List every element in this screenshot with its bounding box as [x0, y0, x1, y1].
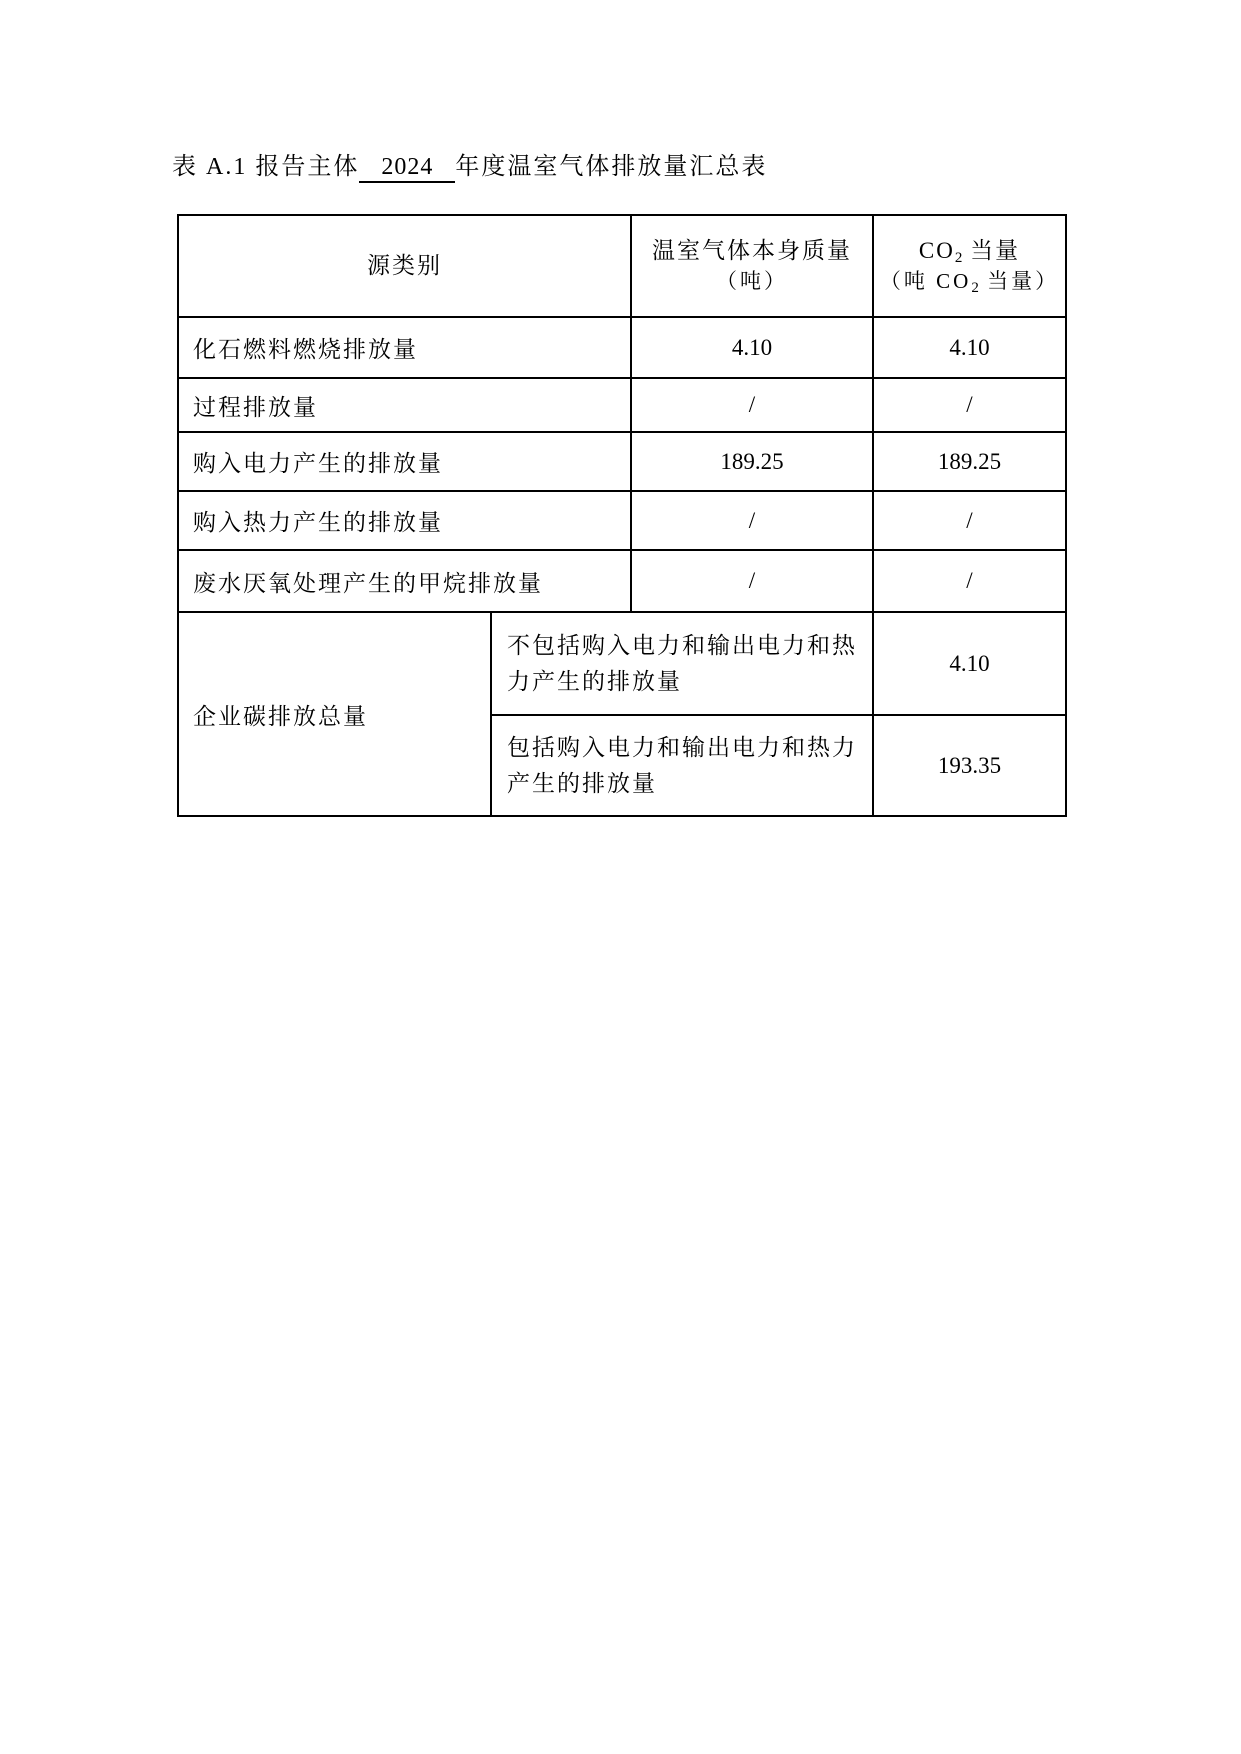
- table-row-total-excluding: [178, 612, 1066, 715]
- row-co2e-value: /: [873, 378, 1066, 432]
- table-row-fossil-fuel: [178, 317, 1066, 378]
- row-mass-value: /: [631, 491, 873, 550]
- row-mass-value: 4.10: [631, 317, 873, 378]
- row-label: 购入电力产生的排放量: [178, 432, 631, 491]
- table-title: [172, 146, 767, 183]
- row-label: 废水厌氧处理产生的甲烷排放量: [178, 550, 631, 612]
- row-co2e-value: 4.10: [873, 317, 1066, 378]
- table-title-prefix: 表 A.1 报告主体: [172, 154, 360, 180]
- co2-equivalent-text: 当量: [962, 238, 1021, 264]
- header-source-category: [178, 215, 631, 317]
- total-label-cell: 企业碳排放总量: [178, 612, 491, 816]
- total-desc-excluding: 不包括购入电力和输出电力和热力产生的排放量: [491, 612, 873, 715]
- ghg-summary-table: [177, 214, 1067, 817]
- row-label: 化石燃料燃烧排放量: [178, 317, 631, 378]
- total-desc-including: 包括购入电力和输出电力和热力产生的排放量: [491, 715, 873, 816]
- row-mass-value: /: [631, 550, 873, 612]
- co2-text: CO: [918, 238, 955, 264]
- total-co2e-including: 193.35: [873, 715, 1066, 816]
- header-co2-equivalent: [873, 215, 1066, 317]
- total-co2e-excluding: 4.10: [873, 612, 1066, 715]
- table-row-purchased-electricity: [178, 432, 1066, 491]
- row-co2e-value: 189.25: [873, 432, 1066, 491]
- header-source-category-label: 源类别: [367, 252, 442, 278]
- row-co2e-value: /: [873, 491, 1066, 550]
- table-header-row: [178, 215, 1066, 317]
- row-label: 过程排放量: [178, 378, 631, 432]
- co2-unit-text: （吨 CO: [879, 269, 972, 294]
- report-year-blank: 2024: [359, 154, 455, 183]
- header-co2-equivalent-line1: [874, 235, 1065, 267]
- header-ghg-mass-unit: （吨）: [716, 269, 788, 294]
- table-title-suffix: 年度温室气体排放量汇总表: [455, 154, 768, 180]
- co2-unit-subscript: 2: [971, 280, 979, 297]
- row-label: 购入热力产生的排放量: [178, 491, 631, 550]
- row-mass-value: 189.25: [631, 432, 873, 491]
- co2-subscript: 2: [954, 250, 963, 267]
- table-row-process: [178, 378, 1066, 432]
- header-co2-equivalent-unit: [874, 267, 1065, 296]
- row-co2e-value: /: [873, 550, 1066, 612]
- header-ghg-mass: [631, 215, 873, 317]
- table-row-wastewater-methane: [178, 550, 1066, 612]
- row-mass-value: /: [631, 378, 873, 432]
- table-row-purchased-heat: [178, 491, 1066, 550]
- header-ghg-mass-line1: 温室气体本身质量: [652, 238, 852, 264]
- co2-unit-text-end: 当量）: [978, 269, 1060, 294]
